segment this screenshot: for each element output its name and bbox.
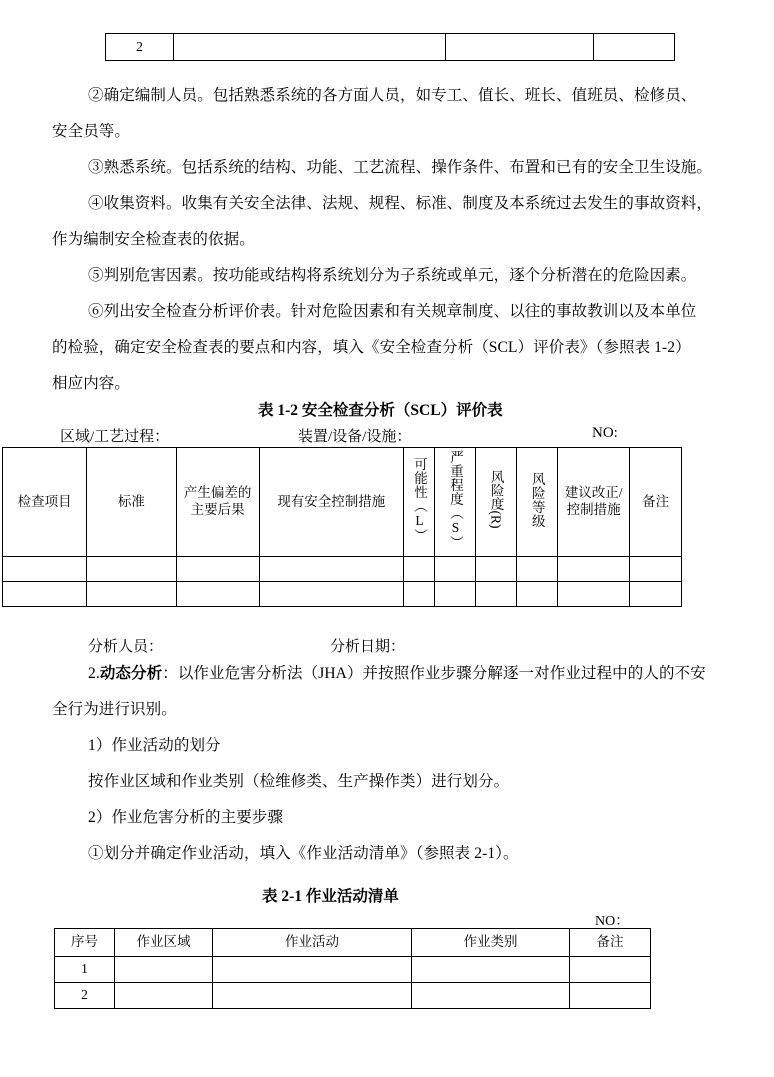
scl-header-standard — [87, 448, 176, 557]
scl-table-container — [2, 447, 682, 607]
scl-cell[interactable] — [558, 557, 630, 582]
activity-cell-category[interactable] — [412, 983, 570, 1009]
activity-cell-remarks[interactable] — [570, 957, 651, 983]
table-row — [106, 34, 675, 61]
scl-header-standard-label: 标准 — [117, 493, 145, 509]
field-analyst: 分析人员： — [88, 639, 164, 655]
scl-header-row — [3, 448, 682, 557]
activity-header-remarks: 备注 — [570, 929, 651, 957]
scl-cell[interactable] — [516, 557, 558, 582]
paragraph-activity-division: 1）作业活动的划分 — [88, 737, 221, 754]
scl-cell[interactable] — [3, 557, 87, 582]
top-table-cell-3 — [446, 34, 594, 61]
top-table-cell-2 — [174, 34, 446, 61]
top-table — [105, 33, 675, 61]
table-row — [55, 983, 651, 1009]
scl-header-recommended-controls-label: 建议改正/控制措施 — [564, 485, 623, 517]
activity-cell-area[interactable] — [115, 983, 213, 1009]
scl-header-check-item — [3, 448, 87, 557]
top-table-fragment — [105, 33, 675, 61]
activity-cell-area[interactable] — [115, 957, 213, 983]
paragraph-identify-hazards: ⑤判别危害因素。按功能或结构将系统划分为子系统或单元，逐个分析潜在的危险因素。 — [88, 267, 697, 284]
scl-cell[interactable] — [475, 582, 516, 607]
scl-header-likelihood — [403, 448, 434, 557]
scl-cell[interactable] — [630, 582, 682, 607]
scl-header-severity-label: 严重程度（S） — [448, 449, 463, 550]
paragraph-dynamic-analysis-rest: ：以作业危害分析法（JHA）并按照作业步骤分解逐一对作业过程中的人的不安 — [162, 665, 706, 682]
scl-cell[interactable] — [87, 557, 176, 582]
table-row — [55, 957, 651, 983]
activity-table — [54, 928, 651, 1009]
scl-cell[interactable] — [435, 557, 476, 582]
paragraph-determine-staff: ②确定编制人员。包括熟悉系统的各方面人员，如专工、值长、班长、值班员、检修员、 — [88, 87, 697, 104]
paragraph-dynamic-analysis-bold: 动态分析 — [99, 665, 163, 682]
activity-table-no-label: NO： — [595, 914, 630, 929]
activity-table-caption: 表 2-1 作业活动清单 — [262, 888, 399, 905]
field-device-equipment: 装置/设备/设施： — [298, 429, 412, 445]
paragraph-dynamic-analysis-cont: 全行为进行识别。 — [52, 701, 177, 718]
paragraph-dynamic-analysis-prefix: 2. — [88, 665, 100, 682]
scl-cell[interactable] — [403, 582, 434, 607]
scl-header-likelihood-label: 可能性（L） — [411, 456, 427, 543]
scl-table — [2, 447, 682, 607]
scl-header-severity — [435, 448, 476, 557]
scl-header-risk-level — [516, 448, 558, 557]
paragraph-dynamic-analysis — [88, 666, 706, 682]
scl-header-deviation-consequence-label: 产生偏差的主要后果 — [183, 485, 252, 517]
paragraph-activity-division-cont: 按作业区域和作业类别（检维修类、生产操作类）进行划分。 — [88, 773, 510, 790]
field-area-process: 区域/工艺过程： — [60, 429, 170, 445]
paragraph-collect-data-cont: 作为编制安全检查表的依据。 — [52, 231, 255, 248]
scl-header-check-item-label: 检查项目 — [17, 493, 72, 509]
paragraph-familiarize-system: ③熟悉系统。包括系统的结构、功能、工艺流程、操作条件、布置和已有的安全卫生设施。 — [88, 159, 713, 176]
activity-header-area: 作业区域 — [115, 929, 213, 957]
activity-cell-seq: 2 — [55, 983, 115, 1009]
scl-header-risk-degree-label: 风险度(R) — [488, 470, 504, 529]
scl-header-risk-level-label: 风险等级 — [529, 471, 545, 528]
paragraph-list-evaluation: ⑥列出安全检查分析评价表。针对危险因素和有关规章制度、以往的事故教训以及本单位 — [88, 303, 697, 320]
scl-empty-row-2 — [3, 582, 682, 607]
scl-cell[interactable] — [435, 582, 476, 607]
scl-cell[interactable] — [630, 557, 682, 582]
scl-header-existing-controls-label: 现有安全控制措施 — [277, 493, 386, 509]
scl-header-recommended-controls — [558, 448, 630, 557]
scl-cell[interactable] — [3, 582, 87, 607]
scl-cell[interactable] — [259, 582, 403, 607]
scl-header-risk-degree — [475, 448, 516, 557]
scl-header-deviation-consequence — [176, 448, 259, 557]
activity-header-category: 作业类别 — [412, 929, 570, 957]
top-table-cell-index: 2 — [106, 34, 174, 61]
activity-cell-activity[interactable] — [213, 983, 412, 1009]
scl-cell[interactable] — [176, 582, 259, 607]
activity-table-container — [54, 928, 651, 1009]
paragraph-list-evaluation-cont2: 相应内容。 — [52, 375, 131, 392]
scl-cell[interactable] — [259, 557, 403, 582]
activity-cell-remarks[interactable] — [570, 983, 651, 1009]
paragraph-collect-data: ④收集资料。收集有关安全法律、法规、规程、标准、制度及本系统过去发生的事故资料， — [88, 195, 713, 212]
scl-header-existing-controls — [259, 448, 403, 557]
scl-cell[interactable] — [176, 557, 259, 582]
activity-header-row — [55, 929, 651, 957]
activity-cell-activity[interactable] — [213, 957, 412, 983]
activity-cell-seq: 1 — [55, 957, 115, 983]
paragraph-list-evaluation-cont1: 的检验，确定安全检查表的要点和内容，填入《安全检查分析（SCL）评价表》（参照表 1-2） — [52, 339, 691, 356]
paragraph-jha-steps-cont: ①划分并确定作业活动，填入《作业活动清单》（参照表 2-1）。 — [88, 845, 519, 862]
field-no: NO: — [592, 425, 618, 441]
activity-header-seq: 序号 — [55, 929, 115, 957]
scl-cell[interactable] — [516, 582, 558, 607]
scl-header-remarks-label: 备注 — [642, 493, 670, 509]
top-table-cell-4 — [594, 34, 675, 61]
paragraph-determine-staff-cont: 安全员等。 — [52, 123, 131, 140]
activity-cell-category[interactable] — [412, 957, 570, 983]
scl-header-remarks — [630, 448, 682, 557]
paragraph-jha-steps: 2）作业危害分析的主要步骤 — [88, 809, 284, 826]
scl-cell[interactable] — [87, 582, 176, 607]
scl-cell[interactable] — [475, 557, 516, 582]
scl-table-caption: 表 1-2 安全检查分析（SCL）评价表 — [258, 402, 503, 419]
scl-cell[interactable] — [403, 557, 434, 582]
scl-cell[interactable] — [558, 582, 630, 607]
scl-empty-row-1 — [3, 557, 682, 582]
activity-header-activity: 作业活动 — [213, 929, 412, 957]
field-analysis-date: 分析日期： — [330, 639, 406, 655]
